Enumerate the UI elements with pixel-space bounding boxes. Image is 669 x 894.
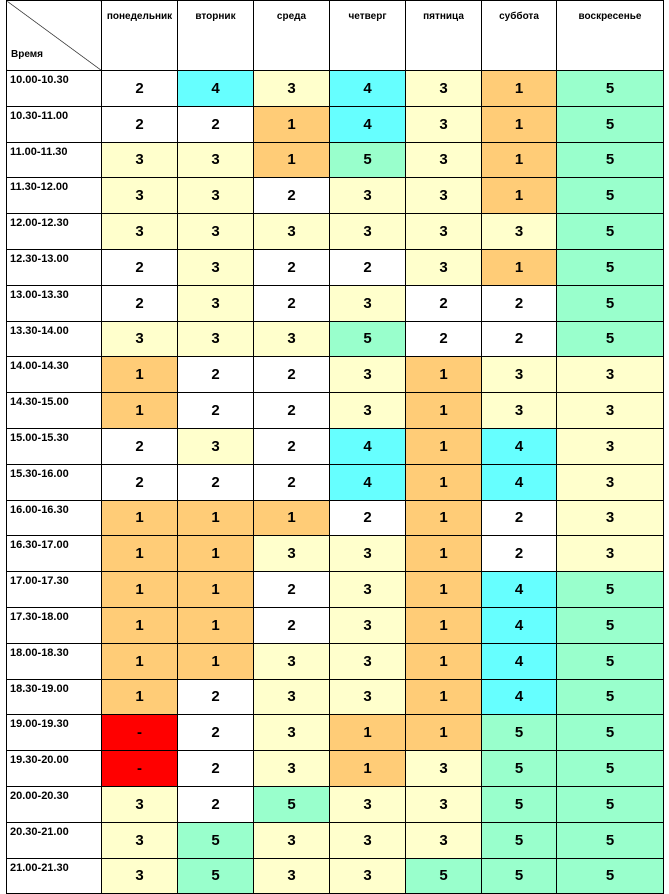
schedule-cell: 5 [330, 321, 406, 357]
schedule-cell: 4 [482, 643, 557, 679]
day-header: воскресенье [557, 1, 664, 71]
schedule-cell: 1 [406, 715, 482, 751]
schedule-cell: 1 [178, 572, 254, 608]
schedule-cell: 3 [482, 393, 557, 429]
schedule-cell: 1 [102, 536, 178, 572]
schedule-cell: 4 [482, 464, 557, 500]
day-header: среда [254, 1, 330, 71]
time-slot-label: 17.30-18.00 [7, 607, 102, 643]
table-row [7, 572, 664, 608]
time-slot-label: 14.30-15.00 [7, 393, 102, 429]
schedule-cell: 5 [482, 715, 557, 751]
schedule-cell: 2 [406, 321, 482, 357]
schedule-cell: 3 [557, 500, 664, 536]
schedule-cell: 3 [178, 249, 254, 285]
schedule-cell: 1 [406, 607, 482, 643]
schedule-cell: 1 [406, 536, 482, 572]
schedule-cell: 3 [406, 142, 482, 178]
time-slot-label: 21.00-21.30 [7, 858, 102, 894]
table-row [7, 679, 664, 715]
schedule-cell: 2 [254, 607, 330, 643]
table-row [7, 858, 664, 894]
schedule-cell: 1 [254, 500, 330, 536]
schedule-cell: - [102, 715, 178, 751]
table-row [7, 285, 664, 321]
schedule-cell: 5 [557, 751, 664, 787]
schedule-cell: 1 [406, 500, 482, 536]
time-column-label: Время [11, 49, 43, 60]
schedule-cell: 3 [557, 428, 664, 464]
schedule-cell: 2 [102, 249, 178, 285]
schedule-cell: 5 [557, 285, 664, 321]
schedule-cell: 2 [178, 679, 254, 715]
schedule-cell: 3 [406, 71, 482, 107]
schedule-cell: 3 [254, 715, 330, 751]
time-slot-label: 16.30-17.00 [7, 536, 102, 572]
table-row [7, 536, 664, 572]
schedule-cell: 2 [482, 536, 557, 572]
schedule-cell: 1 [178, 536, 254, 572]
schedule-cell: 3 [330, 643, 406, 679]
table-row [7, 214, 664, 250]
schedule-cell: 1 [406, 357, 482, 393]
time-slot-label: 18.30-19.00 [7, 679, 102, 715]
schedule-cell: 1 [406, 572, 482, 608]
schedule-cell: 3 [254, 214, 330, 250]
schedule-cell: 2 [102, 428, 178, 464]
schedule-cell: 1 [178, 500, 254, 536]
schedule-cell: 5 [406, 858, 482, 894]
table-row [7, 142, 664, 178]
schedule-cell: 5 [557, 643, 664, 679]
time-slot-label: 10.30-11.00 [7, 106, 102, 142]
table-row [7, 786, 664, 822]
schedule-cell: 3 [330, 786, 406, 822]
schedule-cell: 3 [330, 357, 406, 393]
schedule-cell: 3 [254, 858, 330, 894]
schedule-cell: 5 [482, 751, 557, 787]
schedule-cell: 5 [482, 858, 557, 894]
schedule-cell: 5 [557, 822, 664, 858]
schedule-cell: 5 [557, 106, 664, 142]
schedule-cell: 3 [178, 285, 254, 321]
schedule-cell: 2 [178, 464, 254, 500]
schedule-cell: 5 [557, 214, 664, 250]
day-header: суббота [482, 1, 557, 71]
table-row [7, 428, 664, 464]
schedule-cell: 2 [178, 786, 254, 822]
schedule-cell: 5 [557, 858, 664, 894]
time-slot-label: 19.30-20.00 [7, 751, 102, 787]
schedule-cell: 5 [557, 71, 664, 107]
schedule-cell: 1 [102, 679, 178, 715]
schedule-cell: 5 [557, 679, 664, 715]
schedule-cell: 3 [557, 536, 664, 572]
header-row [7, 1, 664, 71]
schedule-cell: 2 [102, 464, 178, 500]
schedule-cell: 3 [254, 822, 330, 858]
day-header: вторник [178, 1, 254, 71]
schedule-cell: 3 [557, 357, 664, 393]
schedule-cell: 5 [482, 822, 557, 858]
schedule-cell: 1 [482, 71, 557, 107]
schedule-cell: 5 [482, 786, 557, 822]
schedule-cell: 3 [482, 214, 557, 250]
schedule-cell: 5 [557, 249, 664, 285]
schedule-cell: 3 [102, 822, 178, 858]
schedule-table [6, 0, 664, 894]
schedule-cell: 5 [254, 786, 330, 822]
schedule-cell: 3 [406, 249, 482, 285]
schedule-cell: 2 [254, 393, 330, 429]
schedule-cell: 3 [557, 464, 664, 500]
schedule-cell: 3 [406, 822, 482, 858]
table-row [7, 249, 664, 285]
schedule-cell: 2 [482, 285, 557, 321]
table-row [7, 715, 664, 751]
schedule-cell: 2 [406, 285, 482, 321]
corner-cell [7, 1, 102, 71]
schedule-body [7, 71, 664, 894]
schedule-cell: 2 [254, 428, 330, 464]
schedule-cell: 3 [102, 786, 178, 822]
schedule-cell: 3 [254, 679, 330, 715]
schedule-cell: 1 [406, 464, 482, 500]
schedule-cell: 2 [254, 178, 330, 214]
schedule-cell: 5 [557, 142, 664, 178]
schedule-cell: 2 [178, 357, 254, 393]
schedule-cell: 3 [178, 428, 254, 464]
time-slot-label: 13.30-14.00 [7, 321, 102, 357]
schedule-cell: 1 [254, 106, 330, 142]
schedule-cell: 3 [330, 572, 406, 608]
schedule-cell: 2 [482, 321, 557, 357]
day-header: пятница [406, 1, 482, 71]
schedule-cell: 3 [102, 142, 178, 178]
schedule-cell: 4 [178, 71, 254, 107]
schedule-cell: 3 [254, 321, 330, 357]
schedule-cell: 1 [102, 357, 178, 393]
schedule-cell: 2 [102, 106, 178, 142]
schedule-cell: 1 [102, 500, 178, 536]
schedule-cell: 2 [178, 393, 254, 429]
schedule-cell: 3 [102, 214, 178, 250]
schedule-cell: 1 [482, 178, 557, 214]
schedule-cell: 3 [330, 858, 406, 894]
schedule-cell: 3 [330, 607, 406, 643]
schedule-cell: 3 [330, 822, 406, 858]
schedule-cell: 4 [330, 71, 406, 107]
time-slot-label: 12.00-12.30 [7, 214, 102, 250]
table-row [7, 178, 664, 214]
schedule-cell: 3 [406, 751, 482, 787]
time-slot-label: 13.00-13.30 [7, 285, 102, 321]
schedule-cell: 3 [330, 178, 406, 214]
schedule-cell: 3 [330, 679, 406, 715]
time-slot-label: 18.00-18.30 [7, 643, 102, 679]
schedule-cell: 3 [254, 71, 330, 107]
schedule-cell: 5 [557, 572, 664, 608]
schedule-cell: 5 [557, 321, 664, 357]
schedule-cell: 2 [254, 572, 330, 608]
schedule-cell: 3 [178, 178, 254, 214]
schedule-cell: 3 [557, 393, 664, 429]
time-slot-label: 17.00-17.30 [7, 572, 102, 608]
time-slot-label: 14.00-14.30 [7, 357, 102, 393]
schedule-cell: 3 [102, 858, 178, 894]
table-row [7, 464, 664, 500]
schedule-cell: 1 [406, 679, 482, 715]
schedule-cell: 4 [330, 428, 406, 464]
table-row [7, 321, 664, 357]
schedule-cell: 2 [254, 249, 330, 285]
table-row [7, 643, 664, 679]
schedule-cell: 2 [178, 715, 254, 751]
schedule-cell: 1 [102, 393, 178, 429]
table-row [7, 500, 664, 536]
time-slot-label: 12.30-13.00 [7, 249, 102, 285]
schedule-cell: 4 [482, 572, 557, 608]
schedule-cell: 5 [557, 786, 664, 822]
time-slot-label: 11.00-11.30 [7, 142, 102, 178]
schedule-cell: 5 [557, 607, 664, 643]
schedule-cell: 2 [330, 500, 406, 536]
schedule-cell: 2 [254, 357, 330, 393]
schedule-cell: 1 [330, 715, 406, 751]
schedule-cell: 1 [102, 572, 178, 608]
table-row [7, 71, 664, 107]
table-row [7, 357, 664, 393]
schedule-cell: 2 [330, 249, 406, 285]
schedule-cell: 1 [406, 428, 482, 464]
schedule-cell: 3 [254, 643, 330, 679]
schedule-cell: 1 [482, 142, 557, 178]
schedule-cell: 4 [330, 464, 406, 500]
schedule-cell: 1 [178, 643, 254, 679]
schedule-cell: 5 [178, 858, 254, 894]
table-row [7, 106, 664, 142]
schedule-cell: 3 [102, 178, 178, 214]
table-row [7, 607, 664, 643]
time-slot-label: 10.00-10.30 [7, 71, 102, 107]
schedule-cell: 1 [102, 643, 178, 679]
schedule-cell: 3 [482, 357, 557, 393]
schedule-cell: 4 [482, 428, 557, 464]
schedule-cell: 3 [406, 106, 482, 142]
schedule-cell: 3 [406, 786, 482, 822]
time-slot-label: 19.00-19.30 [7, 715, 102, 751]
schedule-cell: 1 [406, 643, 482, 679]
schedule-cell: 3 [406, 178, 482, 214]
schedule-cell: 4 [482, 607, 557, 643]
schedule-cell: 1 [178, 607, 254, 643]
schedule-cell: 3 [178, 142, 254, 178]
schedule-cell: 3 [178, 321, 254, 357]
table-row [7, 751, 664, 787]
schedule-cell: 4 [330, 106, 406, 142]
time-slot-label: 20.30-21.00 [7, 822, 102, 858]
schedule-cell: 2 [178, 106, 254, 142]
schedule-cell: 2 [102, 285, 178, 321]
schedule-cell: 5 [557, 178, 664, 214]
schedule-cell: 1 [254, 142, 330, 178]
schedule-cell: 3 [330, 536, 406, 572]
schedule-cell: 5 [330, 142, 406, 178]
table-row [7, 822, 664, 858]
schedule-cell: 3 [254, 751, 330, 787]
schedule-cell: 1 [482, 249, 557, 285]
table-row [7, 393, 664, 429]
schedule-cell: 1 [482, 106, 557, 142]
schedule-cell: 4 [482, 679, 557, 715]
time-slot-label: 20.00-20.30 [7, 786, 102, 822]
schedule-cell: 3 [406, 214, 482, 250]
schedule-cell: 3 [102, 321, 178, 357]
time-slot-label: 16.00-16.30 [7, 500, 102, 536]
schedule-cell: 3 [254, 536, 330, 572]
day-header: понедельник [102, 1, 178, 71]
schedule-cell: 5 [178, 822, 254, 858]
schedule-cell: 2 [254, 464, 330, 500]
time-slot-label: 15.00-15.30 [7, 428, 102, 464]
schedule-cell: 3 [178, 214, 254, 250]
schedule-cell: 1 [406, 393, 482, 429]
schedule-cell: 2 [254, 285, 330, 321]
schedule-cell: 5 [557, 715, 664, 751]
schedule-cell: 3 [330, 214, 406, 250]
schedule-cell: 2 [102, 71, 178, 107]
schedule-cell: 1 [330, 751, 406, 787]
time-slot-label: 11.30-12.00 [7, 178, 102, 214]
schedule-cell: 2 [482, 500, 557, 536]
schedule-cell: 3 [330, 393, 406, 429]
schedule-cell: - [102, 751, 178, 787]
schedule-cell: 1 [102, 607, 178, 643]
schedule-cell: 3 [330, 285, 406, 321]
time-slot-label: 15.30-16.00 [7, 464, 102, 500]
schedule-cell: 2 [178, 751, 254, 787]
day-header: четверг [330, 1, 406, 71]
